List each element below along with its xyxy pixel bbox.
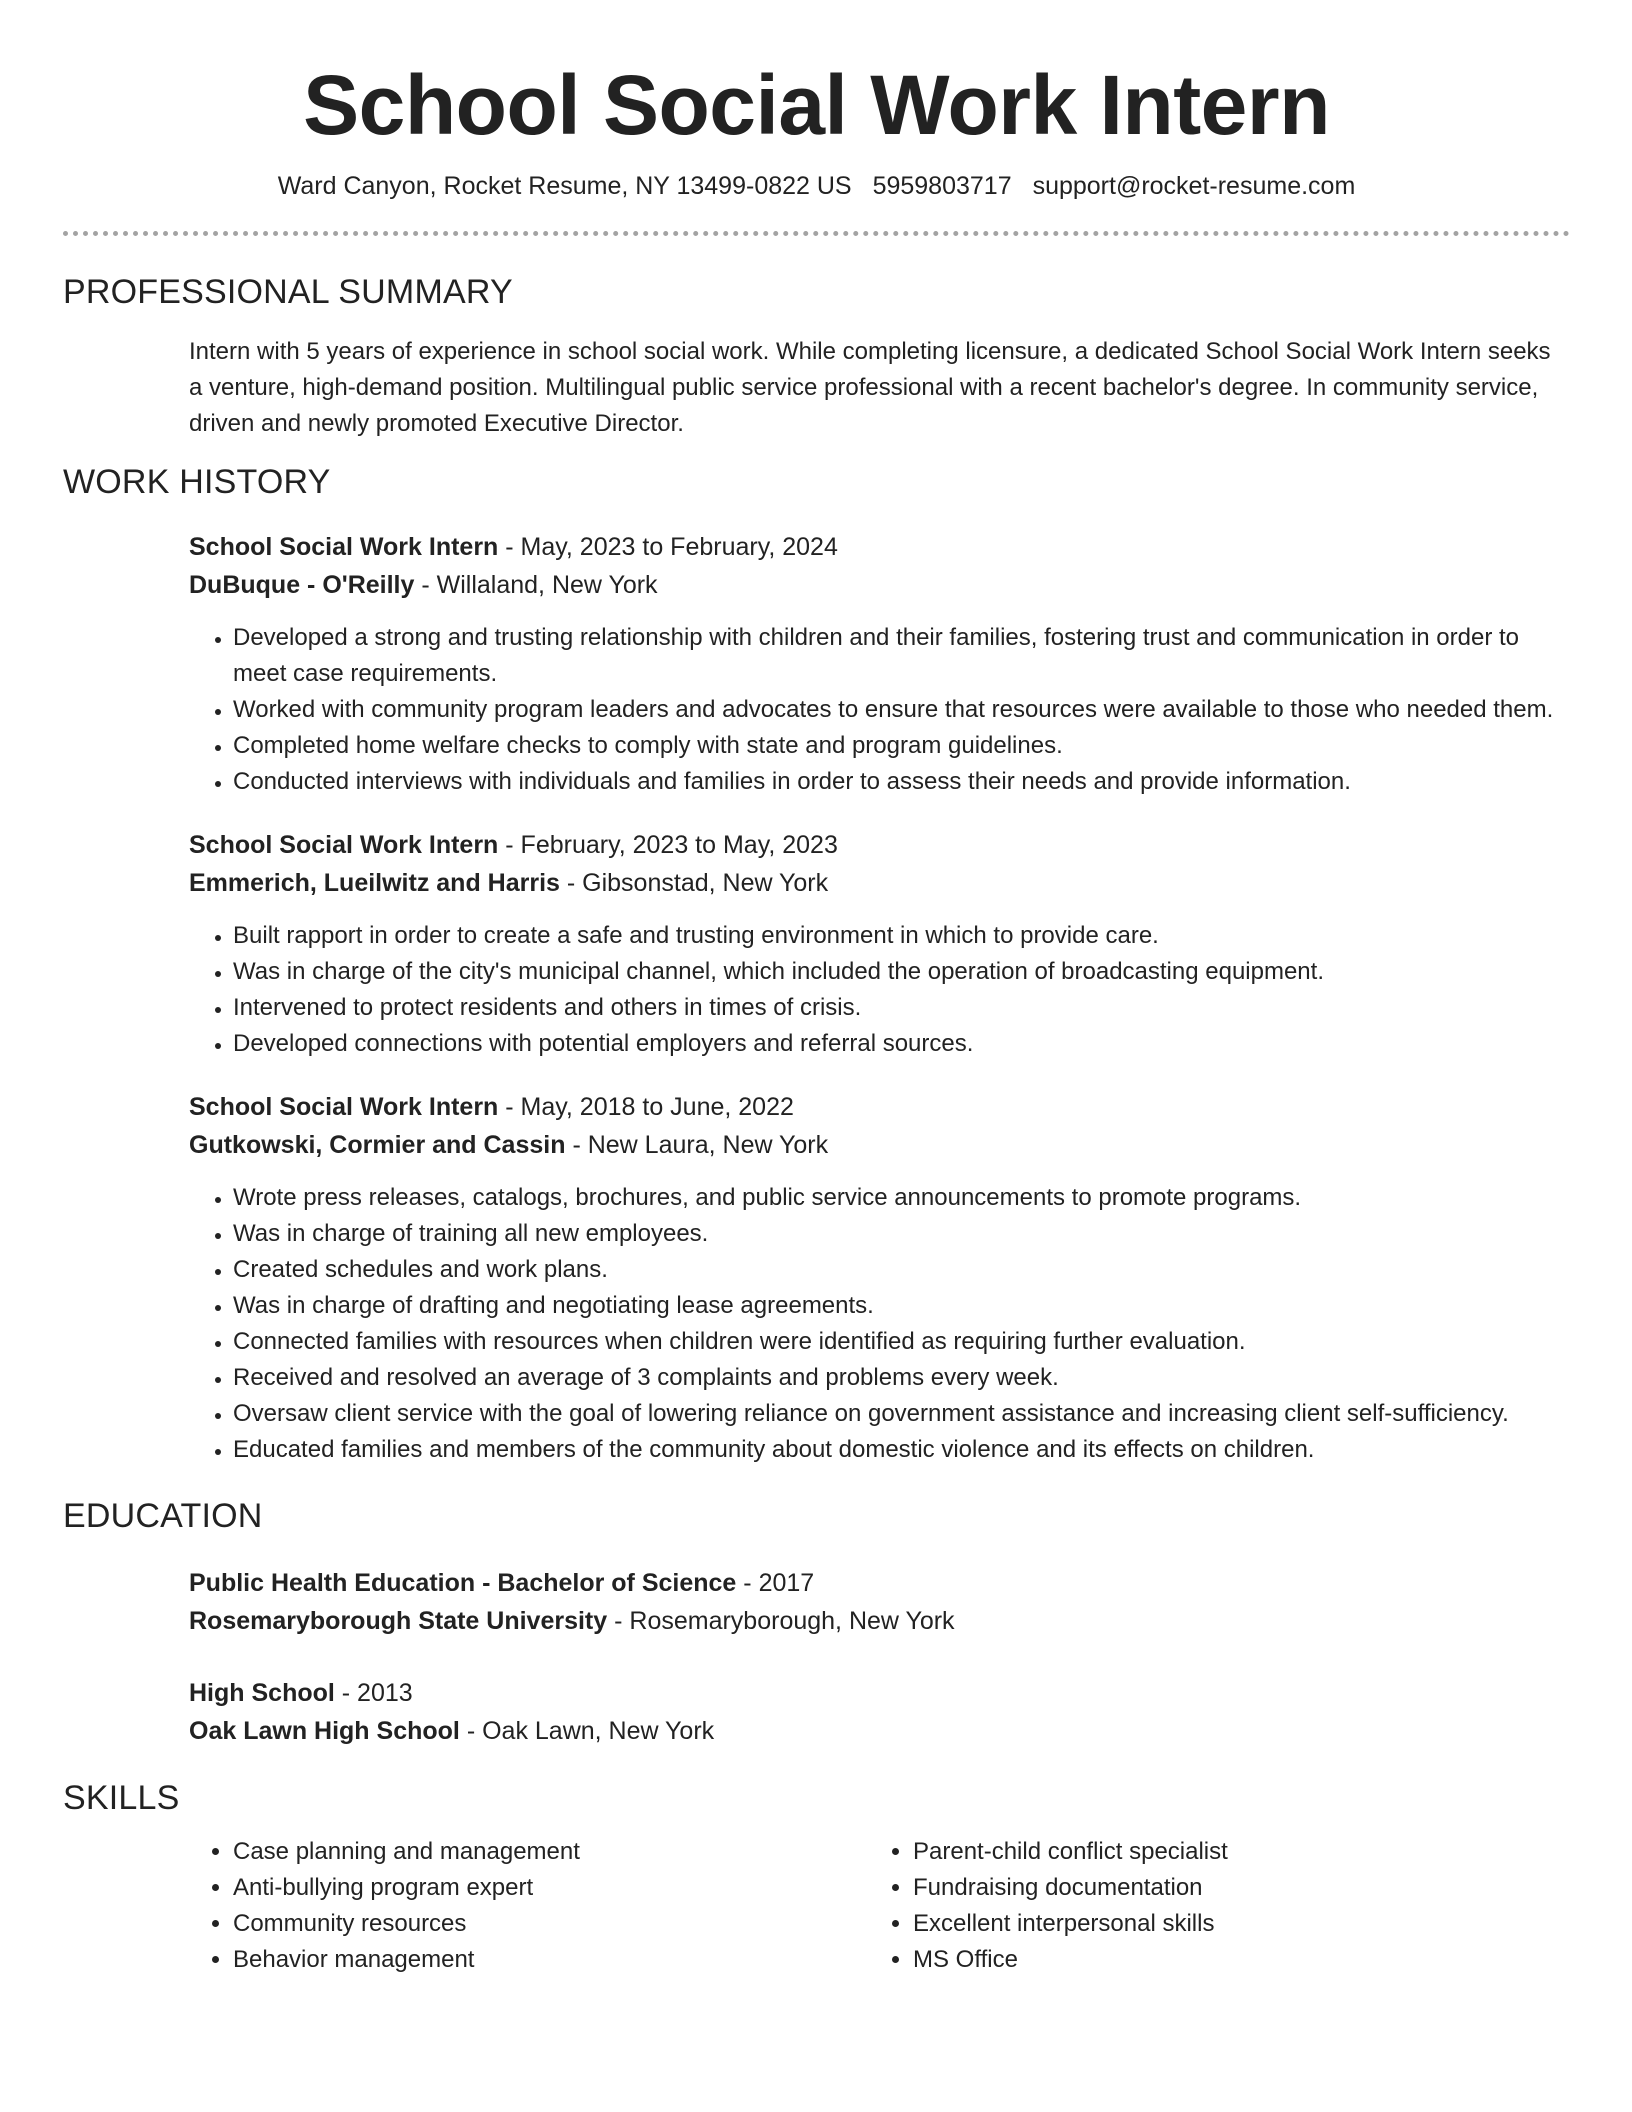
job-role: School Social Work Intern xyxy=(189,533,499,561)
job-duty: • Conducted interviews with individuals and families in order to assess their needs and provide information. xyxy=(233,764,1570,800)
work-history-section xyxy=(189,528,1570,1468)
job-entry xyxy=(189,528,1570,800)
job-dates: May, 2023 to February, 2024 xyxy=(520,533,838,561)
skill-item: • Parent-child conflict specialist xyxy=(913,1834,1513,1870)
degree: Public Health Education - Bachelor of Science xyxy=(189,1569,737,1597)
job-duty: • Was in charge of the city's municipal channel, which included the operation of broadcasting equipment. xyxy=(233,954,1570,990)
resume-page xyxy=(63,0,1570,1978)
skill-item: • Community resources xyxy=(233,1906,869,1942)
job-location: Willaland, New York xyxy=(436,571,658,599)
job-entry xyxy=(189,826,1570,1062)
skill-item: • Fundraising documentation xyxy=(913,1870,1513,1906)
job-company-line: Gutkowski, Cormier and Cassin - New Laura, New York xyxy=(189,1131,829,1159)
job-duty: • Created schedules and work plans. xyxy=(233,1252,1570,1288)
graduation-year: 2017 xyxy=(758,1569,815,1597)
school-location: Rosemaryborough, New York xyxy=(629,1607,955,1635)
job-duty: • Educated families and members of the community about domestic violence and its effects on children. xyxy=(233,1432,1570,1468)
skill-item: • Excellent interpersonal skills xyxy=(913,1906,1513,1942)
skills-list-left xyxy=(189,1834,869,1978)
job-company: Gutkowski, Cormier and Cassin xyxy=(189,1131,566,1159)
header-divider xyxy=(63,231,1570,236)
resume-name: School Social Work Intern xyxy=(303,58,1330,152)
job-role: School Social Work Intern xyxy=(189,831,499,859)
job-duty: • Intervened to protect residents and others in times of crisis. xyxy=(233,990,1570,1026)
skills-list-right xyxy=(869,1834,1513,1978)
job-duty: • Completed home welfare checks to comply with state and program guidelines. xyxy=(233,728,1570,764)
job-company: DuBuque - O'Reilly xyxy=(189,571,415,599)
skills-columns xyxy=(189,1834,1570,1978)
degree-line: High School - 2013 xyxy=(189,1679,413,1707)
contact-info xyxy=(63,168,1570,204)
job-duty: • Received and resolved an average of 3 complaints and problems every week. xyxy=(233,1360,1570,1396)
degree-line: Public Health Education - Bachelor of Science - 2017 xyxy=(189,1569,815,1597)
job-duty: • Was in charge of drafting and negotiating lease agreements. xyxy=(233,1288,1570,1324)
degree: High School xyxy=(189,1679,335,1707)
education-heading: EDUCATION xyxy=(63,1497,263,1535)
skill-item: • Anti-bullying program expert xyxy=(233,1870,869,1906)
skill-item: • Case planning and management xyxy=(233,1834,869,1870)
skills-section xyxy=(189,1834,1570,1978)
job-company-line: Emmerich, Lueilwitz and Harris - Gibsonstad, New York xyxy=(189,869,829,897)
job-location: Gibsonstad, New York xyxy=(582,869,829,897)
education-entry xyxy=(189,1674,1570,1750)
job-location: New Laura, New York xyxy=(587,1131,829,1159)
summary-text: Intern with 5 years of experience in school social work. While completing licensure, a dedicated School Social Work Intern seeks a venture, high-demand position. Multilingual public service professional with a recent bachelor's degree. In community service, driven and newly promoted Executive Director. xyxy=(189,338,1551,437)
school-line: Oak Lawn High School - Oak Lawn, New York xyxy=(189,1717,715,1745)
job-duty: • Developed a strong and trusting relationship with children and their families, fostering trust and communication in order to meet case requirements. xyxy=(233,620,1570,692)
contact-phone: 5959803717 xyxy=(872,172,1012,200)
work-history-heading: WORK HISTORY xyxy=(63,463,331,501)
job-duties xyxy=(189,918,1570,1062)
job-duties xyxy=(189,1180,1570,1468)
summary-section xyxy=(189,334,1570,442)
summary-heading: PROFESSIONAL SUMMARY xyxy=(63,273,513,311)
school-name: Oak Lawn High School xyxy=(189,1717,460,1745)
job-duty: • Oversaw client service with the goal of lowering reliance on government assistance and increasing client self-sufficiency. xyxy=(233,1396,1570,1432)
job-duty: • Built rapport in order to create a safe and trusting environment in which to provide care. xyxy=(233,918,1570,954)
job-duty: • Worked with community program leaders and advocates to ensure that resources were available to those who needed them. xyxy=(233,692,1570,728)
job-duty: • Connected families with resources when children were identified as requiring further evaluation. xyxy=(233,1324,1570,1360)
skills-heading: SKILLS xyxy=(63,1779,180,1817)
contact-address: Ward Canyon, Rocket Resume, NY 13499-0822 US xyxy=(277,172,852,200)
school-name: Rosemaryborough State University xyxy=(189,1607,608,1635)
job-entry xyxy=(189,1088,1570,1468)
education-entry xyxy=(189,1564,1570,1640)
job-role-line: School Social Work Intern - February, 2023 to May, 2023 xyxy=(189,831,838,859)
job-duties xyxy=(189,620,1570,800)
skill-item: • Behavior management xyxy=(233,1942,869,1978)
job-dates: February, 2023 to May, 2023 xyxy=(520,831,838,859)
job-dates: May, 2018 to June, 2022 xyxy=(520,1093,794,1121)
skill-item: • MS Office xyxy=(913,1942,1513,1978)
education-section xyxy=(189,1564,1570,1750)
job-company-line: DuBuque - O'Reilly - Willaland, New York xyxy=(189,571,658,599)
job-role-line: School Social Work Intern - May, 2018 to June, 2022 xyxy=(189,1093,794,1121)
graduation-year: 2013 xyxy=(357,1679,413,1707)
job-duty: • Was in charge of training all new employees. xyxy=(233,1216,1570,1252)
job-duty: • Wrote press releases, catalogs, brochures, and public service announcements to promote programs. xyxy=(233,1180,1570,1216)
job-company: Emmerich, Lueilwitz and Harris xyxy=(189,869,560,897)
school-location: Oak Lawn, New York xyxy=(482,1717,715,1745)
job-role: School Social Work Intern xyxy=(189,1093,499,1121)
school-line: Rosemaryborough State University - Rosemaryborough, New York xyxy=(189,1607,955,1635)
contact-email: support@rocket-resume.com xyxy=(1032,172,1356,200)
job-role-line: School Social Work Intern - May, 2023 to February, 2024 xyxy=(189,533,838,561)
job-duty: • Developed connections with potential employers and referral sources. xyxy=(233,1026,1570,1062)
